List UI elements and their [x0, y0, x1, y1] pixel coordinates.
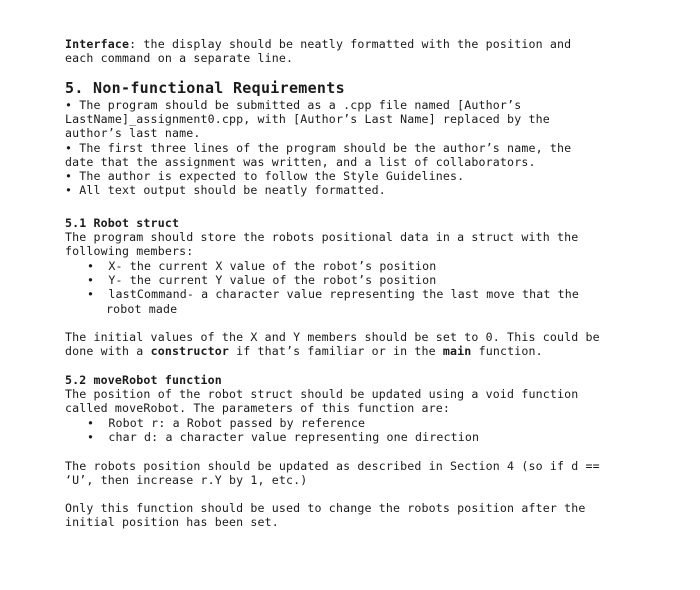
bullet: •	[87, 416, 95, 430]
param-text: char d: a character value representing one direction	[108, 430, 480, 444]
text-run: done with a	[65, 344, 151, 358]
section-5-line: • All text output should be neatly formatted.	[65, 183, 386, 197]
section-5-1-intro: The program should store the robots positional data in a struct with the	[65, 230, 579, 244]
section-5-heading: 5. Non-functional Requirements	[65, 79, 345, 97]
section-5-line: LastName]_assignment0.cpp, with [Author’s Last Name] replaced by the	[65, 112, 550, 126]
bullet: •	[87, 287, 95, 301]
initial-values-line-1: The initial values of the X and Y members should be set to 0. This could be	[65, 330, 600, 344]
text-run: function.	[471, 344, 543, 358]
member-list-item	[87, 287, 579, 301]
bullet: •	[87, 430, 95, 444]
member-text: lastCommand- a character value representing the last move that the	[108, 287, 579, 301]
only-line-2: initial position has been set.	[65, 515, 279, 529]
interface-line-1	[65, 37, 571, 51]
bullet: •	[87, 259, 95, 273]
constructor-term: constructor	[150, 344, 229, 358]
bullet: •	[87, 273, 95, 287]
text-run: if that’s familiar or in the	[229, 344, 443, 358]
section-5-1-intro: following members:	[65, 244, 194, 258]
member-list-item	[87, 259, 436, 273]
section-5-line: • The program should be submitted as a .cpp file named [Author’s	[65, 98, 522, 112]
section-5-line: author’s last name.	[65, 126, 201, 140]
update-line-2: ‘U’, then increase r.Y by 1, etc.)	[65, 473, 308, 487]
member-list-item	[87, 273, 436, 287]
interface-text: : the display should be neatly formatted with the position and	[129, 37, 572, 51]
initial-values-line-2	[65, 344, 543, 358]
member-list-item-continuation: robot made	[106, 302, 178, 316]
section-5-2-intro: The position of the robot struct should be updated using a void function	[65, 387, 579, 401]
section-5-2-intro: called moveRobot. The parameters of this function are:	[65, 401, 451, 415]
member-text: Y- the current Y value of the robot’s position	[108, 273, 437, 287]
param-text: Robot r: a Robot passed by reference	[108, 416, 366, 430]
param-list-item	[87, 430, 479, 444]
interface-label: Interface	[65, 37, 130, 51]
section-5-line: date that the assignment was written, and a list of collaborators.	[65, 155, 536, 169]
section-5-1-heading: 5.1 Robot struct	[65, 216, 180, 230]
only-line-1: Only this function should be used to change the robots position after the	[65, 501, 586, 515]
param-list-item	[87, 416, 365, 430]
member-text: X- the current X value of the robot’s position	[108, 259, 437, 273]
interface-line-2: each command on a separate line.	[65, 51, 294, 65]
section-5-line: • The first three lines of the program should be the author’s name, the	[65, 141, 572, 155]
section-5-2-heading: 5.2 moveRobot function	[65, 373, 222, 387]
main-term: main	[442, 344, 472, 358]
update-line-1: The robots position should be updated as described in Section 4 (so if d ==	[65, 459, 600, 473]
section-5-line: • The author is expected to follow the Style Guidelines.	[65, 169, 465, 183]
